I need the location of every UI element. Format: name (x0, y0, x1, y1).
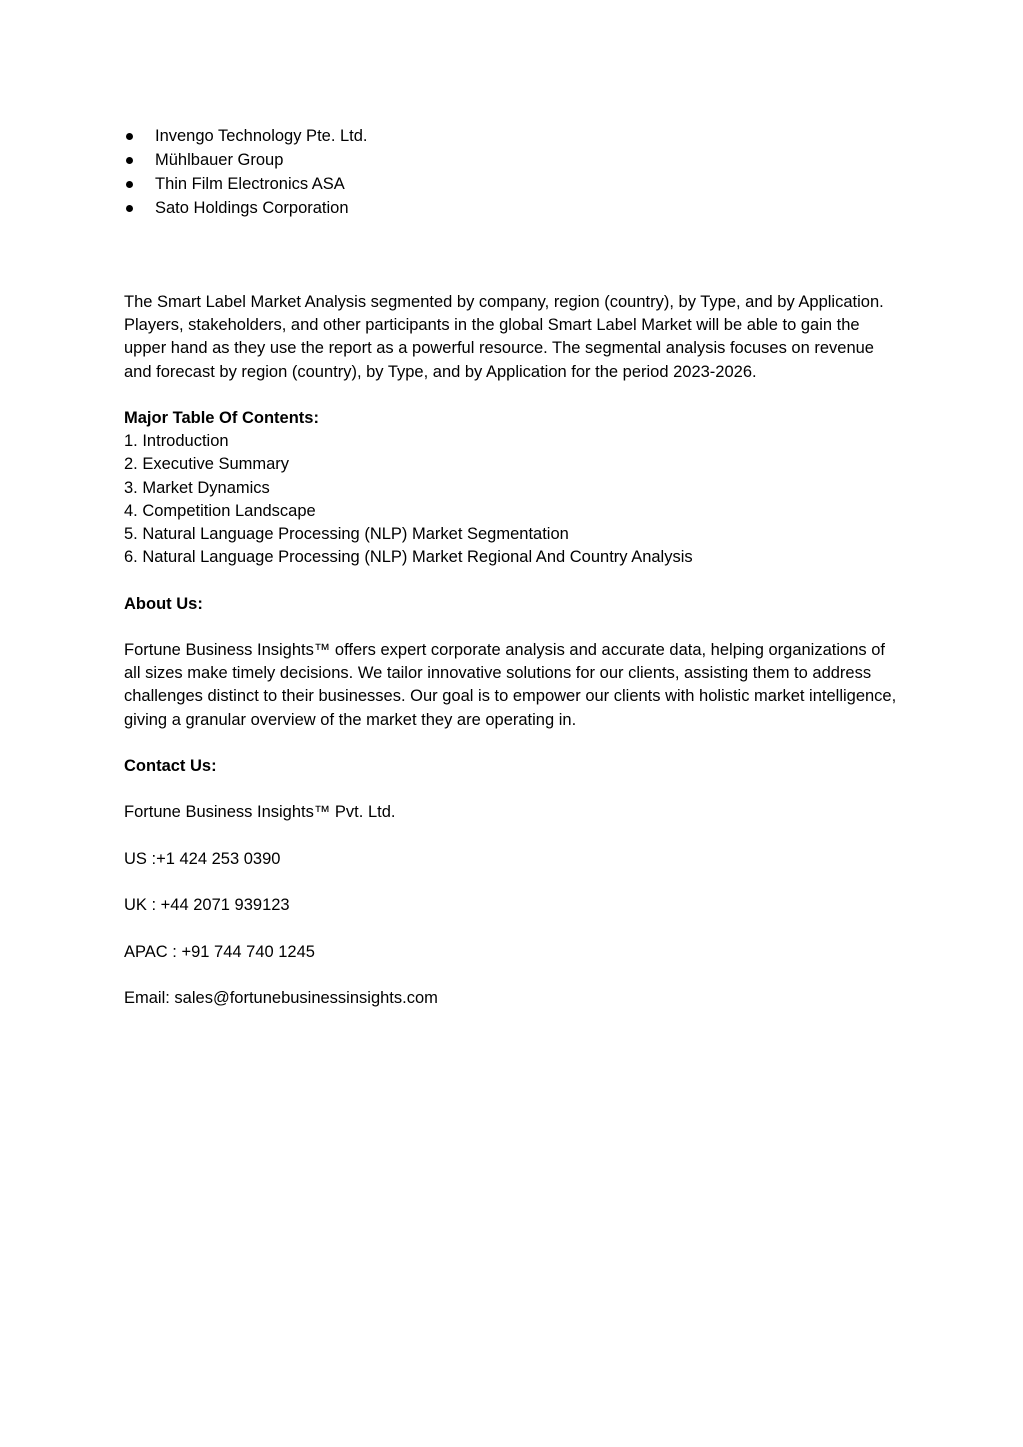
company-list-item (124, 172, 899, 196)
table-of-contents (124, 430, 899, 569)
toc-item: 3. Market Dynamics (124, 478, 270, 497)
toc-item: 4. Competition Landscape (124, 501, 316, 520)
company-name: Mühlbauer Group (155, 151, 284, 169)
bullet-icon (126, 133, 133, 140)
contact-heading: Contact Us: (124, 757, 217, 775)
company-list-item (124, 148, 899, 172)
contact-phone-apac: APAC : +91 744 740 1245 (124, 942, 315, 961)
toc-heading: Major Table Of Contents: (124, 409, 319, 427)
toc-item: 5. Natural Language Processing (NLP) Market Segmentation (124, 525, 569, 544)
bullet-icon (126, 181, 133, 188)
bullet-icon (126, 157, 133, 164)
company-list-item (124, 196, 899, 220)
company-name: Thin Film Electronics ASA (155, 175, 345, 193)
about-text: Fortune Business Insights™ offers expert corporate analysis and accurate data, helping organizations of all sizes make timely decisions. We tailor innovative solutions for our clients, assisting them to address challenges distinct to their businesses. Our goal is to empower our clients with holistic market intelligence, giving a granular overview of the market they are operating in. (124, 641, 897, 729)
company-list-item (124, 124, 899, 148)
toc-item: 6. Natural Language Processing (NLP) Market Regional And Country Analysis (124, 548, 693, 567)
page-content (124, 124, 899, 1010)
company-list (124, 124, 899, 220)
company-name: Invengo Technology Pte. Ltd. (155, 127, 368, 145)
contact-phone-us: US :+1 424 253 0390 (124, 849, 281, 868)
contact-company: Fortune Business Insights™ Pvt. Ltd. (124, 803, 396, 822)
contact-email: Email: sales@fortunebusinessinsights.com (124, 988, 438, 1007)
about-heading: About Us: (124, 594, 203, 613)
toc-item: 1. Introduction (124, 432, 229, 451)
bullet-icon (126, 205, 133, 212)
contact-phone-uk: UK : +44 2071 939123 (124, 896, 290, 915)
toc-item: 2. Executive Summary (124, 455, 290, 474)
intro-paragraph: The Smart Label Market Analysis segmented by company, region (country), by Type, and by Application. Players, stakeholders, and other participants in the global Smart Label Market will be able to gain the upper hand as they use the report as a powerful resource. The segmental analysis focuses on revenue and forecast by region (country), by Type, and by Application for the period 2023-2026. (124, 293, 884, 381)
company-name: Sato Holdings Corporation (155, 199, 349, 217)
